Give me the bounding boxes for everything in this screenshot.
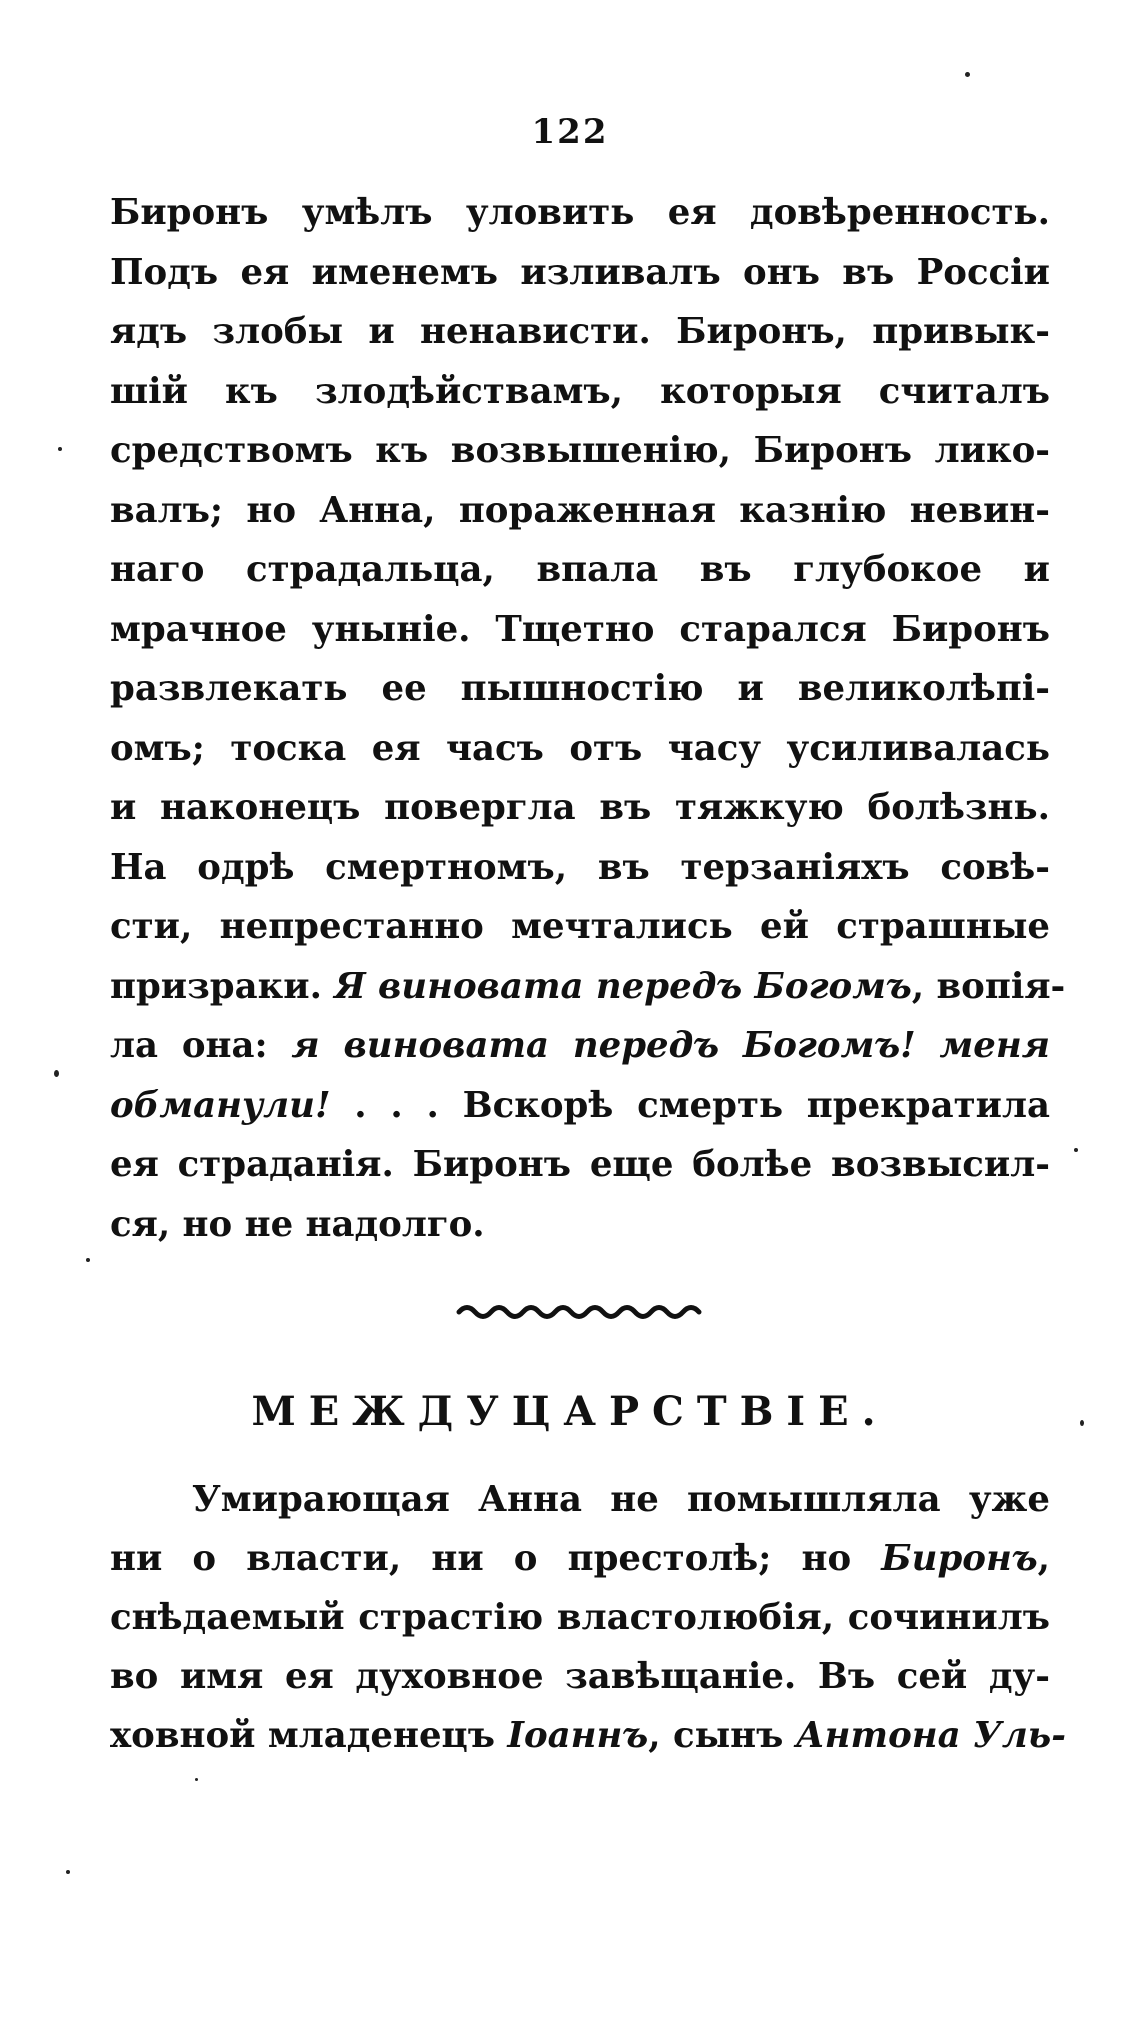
text-line bbox=[110, 1706, 1066, 1765]
text-line bbox=[110, 659, 1050, 719]
text-line bbox=[110, 362, 1050, 422]
text-line bbox=[110, 1470, 1050, 1529]
line-text: сти, непрестанно мечтались ей страшные bbox=[110, 906, 1050, 947]
section-divider-ornament bbox=[455, 1300, 705, 1324]
line-text: , bbox=[1037, 1538, 1050, 1579]
line-text: мрачное уныніе. Тщетно старался Биронъ bbox=[110, 608, 1050, 650]
line-text: снѣдаемый страстію властолюбія, сочинилъ bbox=[110, 1597, 1050, 1638]
line-text: и наконецъ повергла въ тяжкую болѣзнь. bbox=[110, 787, 1050, 828]
text-line bbox=[110, 600, 1050, 660]
line-text: средствомъ къ возвышенію, Биронъ лико- bbox=[110, 430, 1050, 471]
text-line bbox=[110, 421, 1050, 481]
text-line bbox=[110, 540, 1050, 600]
line-text: ея страданія. Биронъ еще болѣе возвысил- bbox=[110, 1144, 1050, 1185]
text-line bbox=[110, 1135, 1050, 1195]
line-text: шій къ злодѣйствамъ, которыя считалъ bbox=[110, 370, 1050, 412]
print-speck bbox=[1074, 1148, 1078, 1152]
italic-name: Антона Уль- bbox=[795, 1715, 1066, 1756]
text-line bbox=[110, 957, 1066, 1017]
paragraph-body bbox=[110, 183, 1066, 1254]
text-line bbox=[110, 1195, 1050, 1255]
text-line bbox=[110, 481, 1050, 541]
italic-quote: я виновата передъ Богомъ! меня bbox=[291, 1025, 1050, 1066]
line-text: развлекать ее пышностію и великолѣпі- bbox=[110, 668, 1050, 709]
line-text: . . . Вскорѣ смерть прекратила bbox=[330, 1084, 1050, 1126]
page-number: 122 bbox=[531, 112, 609, 152]
paragraph-body bbox=[110, 1470, 1066, 1765]
print-speck bbox=[58, 447, 62, 451]
text-line bbox=[110, 838, 1050, 898]
line-text: ни о власти, ни о престолѣ; но bbox=[110, 1538, 882, 1579]
section-heading: МЕЖДУЦАРСТВІЕ. bbox=[251, 1388, 889, 1435]
text-line bbox=[110, 1588, 1050, 1647]
text-line bbox=[110, 778, 1050, 838]
print-speck bbox=[66, 1870, 70, 1874]
italic-quote: Я виновата передъ Богомъ bbox=[334, 965, 912, 1007]
line-text: , вопія- bbox=[911, 965, 1066, 1007]
line-text: ся, но не надолго. bbox=[110, 1203, 485, 1245]
line-text: На одрѣ смертномъ, въ терзаніяхъ совѣ- bbox=[110, 846, 1050, 888]
italic-quote: обманули! bbox=[110, 1084, 331, 1126]
print-speck bbox=[54, 1070, 59, 1077]
line-text: во имя ея духовное завѣщаніе. Въ сей ду- bbox=[110, 1656, 1050, 1697]
text-line bbox=[110, 897, 1050, 957]
line-text: Биронъ умѣлъ уловить ея довѣренность. bbox=[110, 192, 1050, 233]
line-text: призраки. bbox=[110, 965, 335, 1007]
line-text: Подъ ея именемъ изливалъ онъ въ Россіи bbox=[110, 251, 1050, 293]
italic-name: Биронъ bbox=[881, 1538, 1038, 1579]
italic-name: Іоаннъ bbox=[507, 1715, 649, 1756]
print-speck bbox=[86, 1258, 90, 1262]
line-text: наго страдальца, впала въ глубокое и bbox=[110, 549, 1050, 590]
text-line bbox=[110, 183, 1050, 243]
text-line bbox=[110, 302, 1050, 362]
text-line bbox=[110, 1076, 1050, 1136]
text-line bbox=[110, 719, 1050, 779]
print-speck bbox=[195, 1778, 198, 1781]
print-speck bbox=[1080, 1420, 1084, 1426]
print-speck bbox=[965, 72, 970, 77]
text-line bbox=[110, 1529, 1050, 1588]
text-line bbox=[110, 1016, 1050, 1076]
line-text: ла она: bbox=[110, 1025, 292, 1066]
line-text: ховной младенецъ bbox=[110, 1715, 508, 1756]
line-text: омъ; тоска ея часъ отъ часу усиливалась bbox=[110, 727, 1050, 769]
line-text: , сынъ bbox=[648, 1715, 796, 1756]
text-line bbox=[110, 1647, 1050, 1706]
line-text: ядъ злобы и ненависти. Биронъ, привык- bbox=[110, 311, 1050, 352]
line-text: валъ; но Анна, пораженная казнію невин- bbox=[110, 489, 1050, 531]
line-text: Умирающая Анна не помышляла уже bbox=[192, 1479, 1050, 1520]
text-line bbox=[110, 243, 1050, 303]
